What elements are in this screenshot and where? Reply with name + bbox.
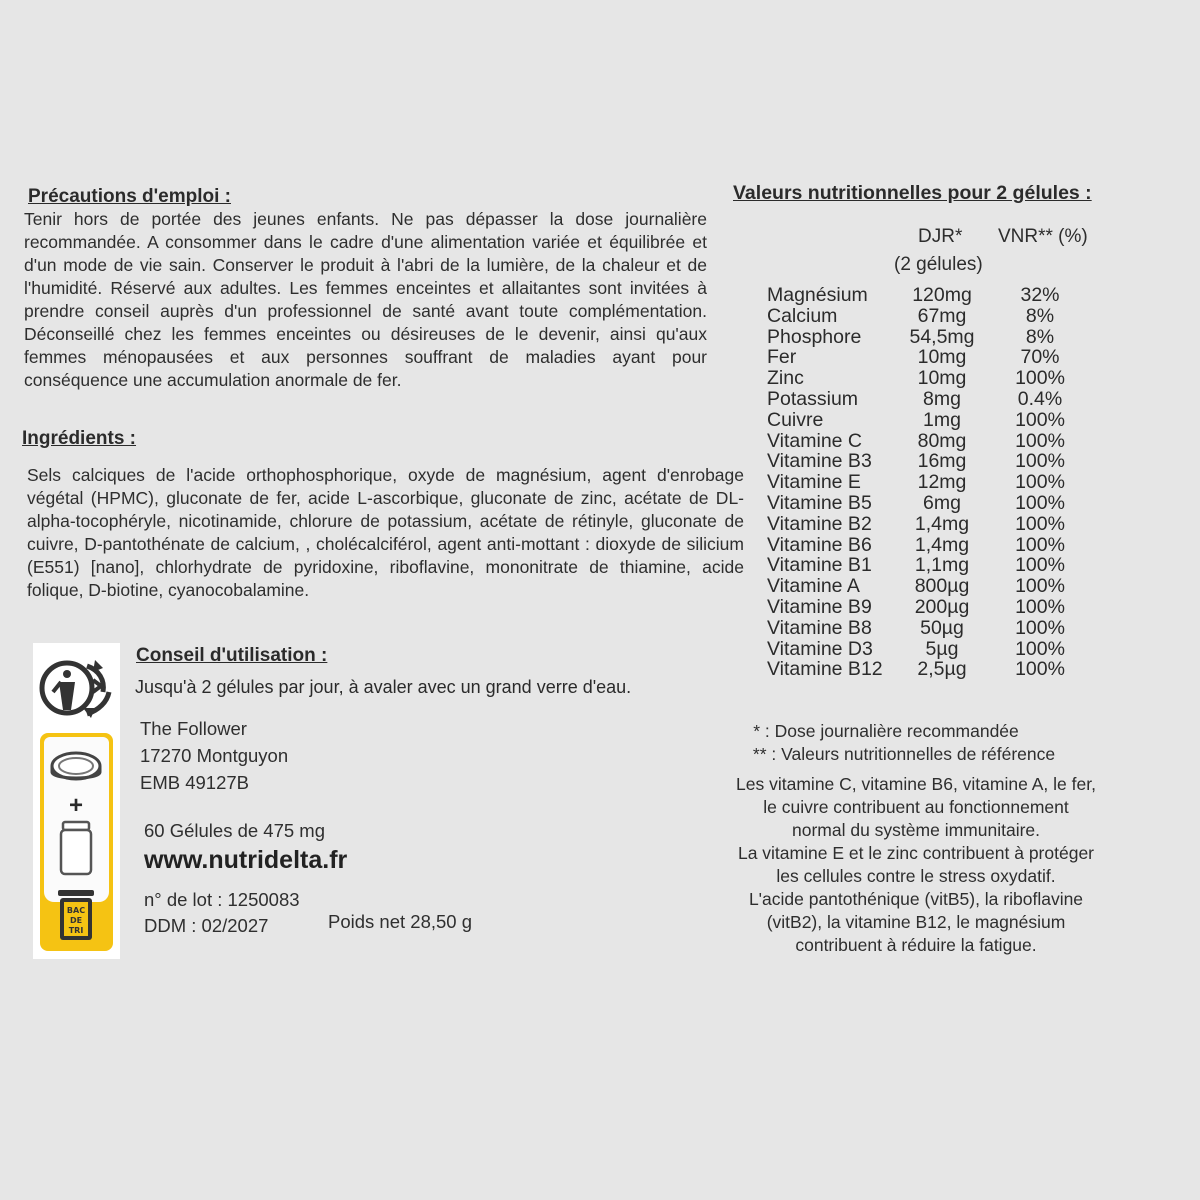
health-claim-line: les cellules contre le stress oxydatif. [776,866,1056,886]
nutrient-name: Vitamine B6 [767,533,872,556]
note-djr: * : Dose journalière recommandée [753,721,1019,741]
svg-text:DE: DE [69,916,83,925]
nutrient-amount: 8mg [923,387,961,410]
conseil-heading: Conseil d'utilisation : [136,645,328,666]
sorting-bin-icon [52,888,100,944]
nutrient-name: Magnésium [767,284,868,306]
nutrient-vnr: 100% [1015,616,1065,639]
recycle-triman-icon [37,652,115,724]
nutrient-name: Vitamine D3 [767,637,873,660]
djr-column-header: DJR* [918,226,963,247]
ingredients-text: Sels calciques de l'acide orthophosphorique, oxyde de magnésium, agent d'enrobage végétal (HPMC), gluconate de fer, acide L-ascorbique, gluconate de zinc, acétate de DL-alpha-tocophéryle, nicotinamide, chlorure de potassium, acétate de rétinyle, gluconate de cuivre, D-pantothénate de calcium, , cholécalciférol, agent anti-mottant : dioxyde de silicium (E551) [nano], chlorhydrate de pyridoxine, riboflavine, mononitrate de thiamine, acide folique, D-biotine, cyanocobalamine. [27,465,744,600]
nutrient-name: Phosphore [767,325,862,348]
nutrient-vnr: 100% [1015,429,1065,452]
nutrient-name: Vitamine A [767,575,860,598]
health-claim-line: La vitamine E et le zinc contribuent à protéger [737,843,1095,863]
note-vnr: ** : Valeurs nutritionnelles de référence [752,744,1056,764]
vnr-column-header: VNR** (%) [998,226,1088,247]
nutrient-amount: 50µg [920,616,964,639]
nutrient-name: Zinc [767,367,804,390]
nutrient-vnr: 100% [1015,471,1065,494]
nutrient-vnr: 100% [1015,595,1065,618]
health-claim-line: (vitB2), la vitamine B12, le magnésium [766,912,1066,932]
djr-column-subheader: (2 gélules) [894,254,983,275]
jar-icon [58,818,94,878]
conseil-text: Jusqu'à 2 gélules par jour, à avaler avec un grand verre d'eau. [135,677,632,697]
nutrient-name: Vitamine B1 [767,554,872,577]
company-address: 17270 Montguyon [140,745,289,766]
nutrient-name: Vitamine E [767,471,861,494]
nutrient-name: Vitamine B12 [767,658,883,681]
company-name: The Follower [140,718,247,739]
nutrient-vnr: 100% [1015,491,1065,514]
nutrient-vnr: 8% [1025,325,1055,348]
lid-icon [48,748,104,790]
precautions-heading: Précautions d'emploi : [28,186,231,207]
nutrient-amount: 10mg [917,346,967,369]
nutrient-name: Cuivre [767,408,824,431]
ddm-date: DDM : 02/2027 [144,915,269,936]
net-weight: Poids net 28,50 g [328,911,472,932]
nutrient-vnr: 0.4% [1017,387,1063,410]
precautions-text: Tenir hors de portée des jeunes enfants. Ne pas dépasser la dose journalière recommandée. A consommer dans le cadre d'une alimentation variée et équilibrée et d'un mode de vie sain. Conserver le produit à l'abri de la lumière, de la chaleur et de l'humidité. Réservé aux adultes. Les femmes enceintes et allaitantes sont invitées à prendre conseil auprès d'un professionnel de santé avant toute complémentation. Déconseillé chez les femmes enceintes ou désireuses de le devenir, ainsi qu'aux femmes ménopausées et aux personnes souffrant de maladies ayant pour conséquence une accumulation anormale de fer. [24,209,707,390]
nutrient-amount: 16mg [917,450,967,473]
nutrient-amount: 120mg [912,284,972,306]
nutrient-name: Calcium [767,304,838,327]
nutrient-amount: 6mg [923,491,961,514]
nutrient-vnr: 100% [1015,408,1065,431]
nutrition-heading: Valeurs nutritionnelles pour 2 gélules : [733,182,1092,204]
company-block [140,715,288,796]
plus-icon: + [68,792,83,819]
health-claim-line: contribuent à réduire la fatigue. [795,935,1037,955]
nutrient-amount: 5µg [925,637,959,660]
nutrient-amount: 1mg [923,408,961,431]
nutrient-name: Vitamine B3 [767,450,872,473]
health-claim-line: L'acide pantothénique (vitB5), la riboflavine [748,889,1084,909]
nutrient-amount: 800µg [914,575,970,598]
svg-text:BAC: BAC [66,906,86,915]
nutrient-amount: 200µg [914,595,970,618]
nutrient-vnr: 8% [1025,304,1055,327]
nutrient-name: Vitamine B2 [767,512,872,535]
lot-number: n° de lot : 1250083 [144,889,300,910]
nutrient-vnr: 100% [1015,637,1065,660]
nutrient-vnr: 70% [1020,346,1060,369]
nutrient-vnr: 100% [1015,658,1065,681]
product-count: 60 Gélules de 475 mg [144,820,326,841]
nutrient-name: Vitamine B5 [767,491,872,514]
nutrient-amount: 54,5mg [909,325,975,348]
nutrient-amount: 1,1mg [914,554,970,577]
nutrient-name: Fer [767,346,797,369]
website-link[interactable]: www.nutridelta.fr [144,846,348,874]
nutrient-name: Vitamine B9 [767,595,872,618]
nutrient-vnr: 100% [1015,533,1065,556]
nutrient-name: Vitamine C [767,429,863,452]
nutrient-amount: 67mg [917,304,967,327]
svg-text:TRI: TRI [68,926,84,935]
company-emb: EMB 49127B [140,772,250,793]
nutrient-amount: 10mg [917,367,967,390]
nutrient-vnr: 100% [1015,450,1065,473]
nutrient-vnr: 100% [1015,575,1065,598]
nutrient-name: Potassium [767,387,859,410]
nutrient-amount: 2,5µg [917,658,967,681]
nutrient-amount: 12mg [917,471,967,494]
health-claims [700,773,1132,957]
ingredients-heading: Ingrédients : [22,428,137,449]
nutrient-amount: 1,4mg [914,512,970,535]
nutrient-vnr: 100% [1015,554,1065,577]
nutrient-amount: 1,4mg [914,533,970,556]
nutrient-name: Vitamine B8 [767,616,872,639]
nutrient-vnr: 100% [1015,512,1065,535]
health-claim-line: normal du système immunitaire. [792,820,1040,840]
nutrient-amount: 80mg [917,429,967,452]
nutrient-vnr: 32% [1020,284,1060,306]
health-claim-line: Les vitamine C, vitamine B6, vitamine A, le fer, [736,774,1096,794]
health-claim-line: le cuivre contribuent au fonctionnement [763,797,1069,817]
nutrient-vnr: 100% [1015,367,1065,390]
